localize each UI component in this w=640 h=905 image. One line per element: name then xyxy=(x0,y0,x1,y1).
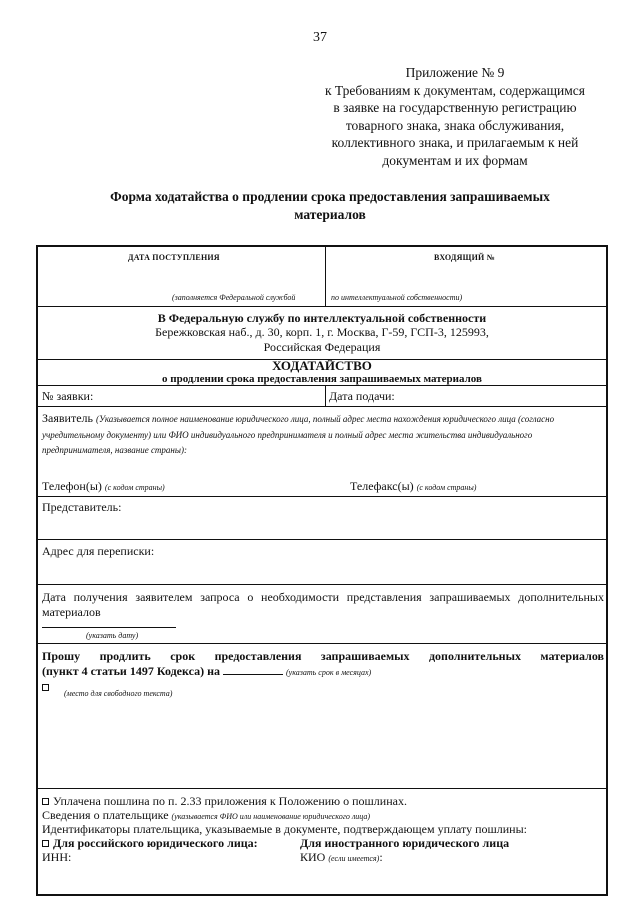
filing-date-label: Дата подачи: xyxy=(329,389,395,403)
fax-field xyxy=(350,479,476,495)
applicant-label: Заявитель xyxy=(42,411,93,425)
payer-info-note: (указывается ФИО или наименование юридического лица) xyxy=(171,812,371,821)
fax-label: Телефакс(ы) xyxy=(350,479,414,493)
payment-row xyxy=(38,789,606,896)
representative-label: Представитель: xyxy=(42,500,122,514)
applicant-note: (Указывается полное наименование юридического лица, полный адрес места нахождения юридического лица (согласно учредительному документу) или ФИО индивидуального предпринимателя и полный адрес места жительства индивидуального предпринимателя, название страны): xyxy=(42,414,555,455)
russian-entity-label: Для российского юридического лица: xyxy=(53,836,258,850)
correspondence-label: Адрес для переписки: xyxy=(42,544,155,558)
extension-article-ref: (пункт 4 статьи 1497 Кодекса) на xyxy=(42,664,220,678)
kio-colon: : xyxy=(379,850,383,864)
request-date-note: (указать дату) xyxy=(86,631,139,640)
petition-subtitle: о продлении срока предоставления запрашиваемых материалов xyxy=(162,373,482,385)
application-number-label: № заявки: xyxy=(42,389,94,403)
request-date-row xyxy=(38,585,606,644)
months-note: (указать срок в месяцах) xyxy=(286,668,372,677)
receipt-note-left: (заполняется Федеральной службой xyxy=(172,293,296,302)
addressee-line-1: В Федеральную службу по интеллектуальной собственности xyxy=(157,311,487,325)
fee-paid-text: Уплачена пошлина по п. 2.33 приложения к Положению о пошлинах. xyxy=(53,794,407,808)
petition-title-row xyxy=(38,360,606,386)
months-blank xyxy=(223,674,283,675)
phone-field xyxy=(42,479,165,495)
inn-label: ИНН: xyxy=(42,850,72,864)
representative-row xyxy=(38,497,606,540)
petition-title: ХОДАТАЙСТВО xyxy=(272,358,372,373)
form-title-line-1: Форма ходатайства о продлении срока предоставления запрашиваемых xyxy=(110,189,550,204)
fee-paid-line xyxy=(42,794,407,808)
annex-title: Приложение № 9 xyxy=(405,65,505,80)
correspondence-row xyxy=(38,540,606,585)
petition-form xyxy=(36,245,608,896)
russian-entity-checkbox[interactable] xyxy=(42,840,49,847)
applicant-row xyxy=(38,407,606,497)
header-divider xyxy=(325,247,326,306)
extension-line-2 xyxy=(42,664,371,680)
application-divider xyxy=(325,386,326,406)
request-date-blank xyxy=(42,627,176,628)
phone-note: (с кодом страны) xyxy=(104,483,165,492)
addressee-line-2: Бережковская наб., д. 30, корп. 1, г. Москва, Г-59, ГСП-3, 125993, xyxy=(155,325,489,339)
extension-row xyxy=(38,644,606,789)
form-title xyxy=(60,188,600,223)
kio-label: КИО xyxy=(300,850,326,864)
annex-line-3: товарного знака, знака обслуживания, xyxy=(345,117,565,133)
foreign-entity-label: Для иностранного юридического лица xyxy=(300,836,510,850)
fax-note: (с кодом страны) xyxy=(416,483,477,492)
receipt-date-label: ДАТА ПОСТУПЛЕНИЯ xyxy=(128,253,220,262)
kio-note: (если имеется) xyxy=(328,854,380,863)
applicant-block xyxy=(42,411,602,458)
russian-entity-line xyxy=(42,836,258,850)
fee-paid-checkbox[interactable] xyxy=(42,798,49,805)
annex-heading xyxy=(300,64,610,169)
application-row xyxy=(38,386,606,407)
page-number: 37 xyxy=(313,30,327,45)
receipt-note-right: по интеллектуальной собственности) xyxy=(331,293,463,302)
annex-line-5: документам и их формам xyxy=(382,152,528,168)
free-text-note: (место для свободного текста) xyxy=(64,689,173,698)
extension-line-1: Прошу продлить срок предоставления запрашиваемых дополнительных материалов xyxy=(42,649,604,663)
payer-identifiers: Идентификаторы плательщика, указываемые в документе, подтверждающем уплату пошлины: xyxy=(42,822,527,836)
free-text-checkbox[interactable] xyxy=(42,678,53,696)
annex-line-1: к Требованиям к документам, содержащимся xyxy=(324,82,586,98)
kio-field xyxy=(300,850,383,866)
incoming-number-label: ВХОДЯЩИЙ № xyxy=(434,253,495,262)
annex-line-4: коллективного знака, и прилагаемым к ней xyxy=(331,135,579,150)
annex-line-2: в заявке на государственную регистрацию xyxy=(333,100,577,115)
addressee-row xyxy=(38,307,606,360)
form-title-line-2: материалов xyxy=(294,206,366,222)
addressee-line-3: Российская Федерация xyxy=(263,340,381,354)
request-date-text: Дата получения заявителем запроса о необходимости представления запрашиваемых дополнительных материалов xyxy=(42,590,604,619)
header-row xyxy=(38,247,606,307)
phone-label: Телефон(ы) xyxy=(42,479,102,493)
payer-info-label: Сведения о плательщике xyxy=(42,808,169,822)
